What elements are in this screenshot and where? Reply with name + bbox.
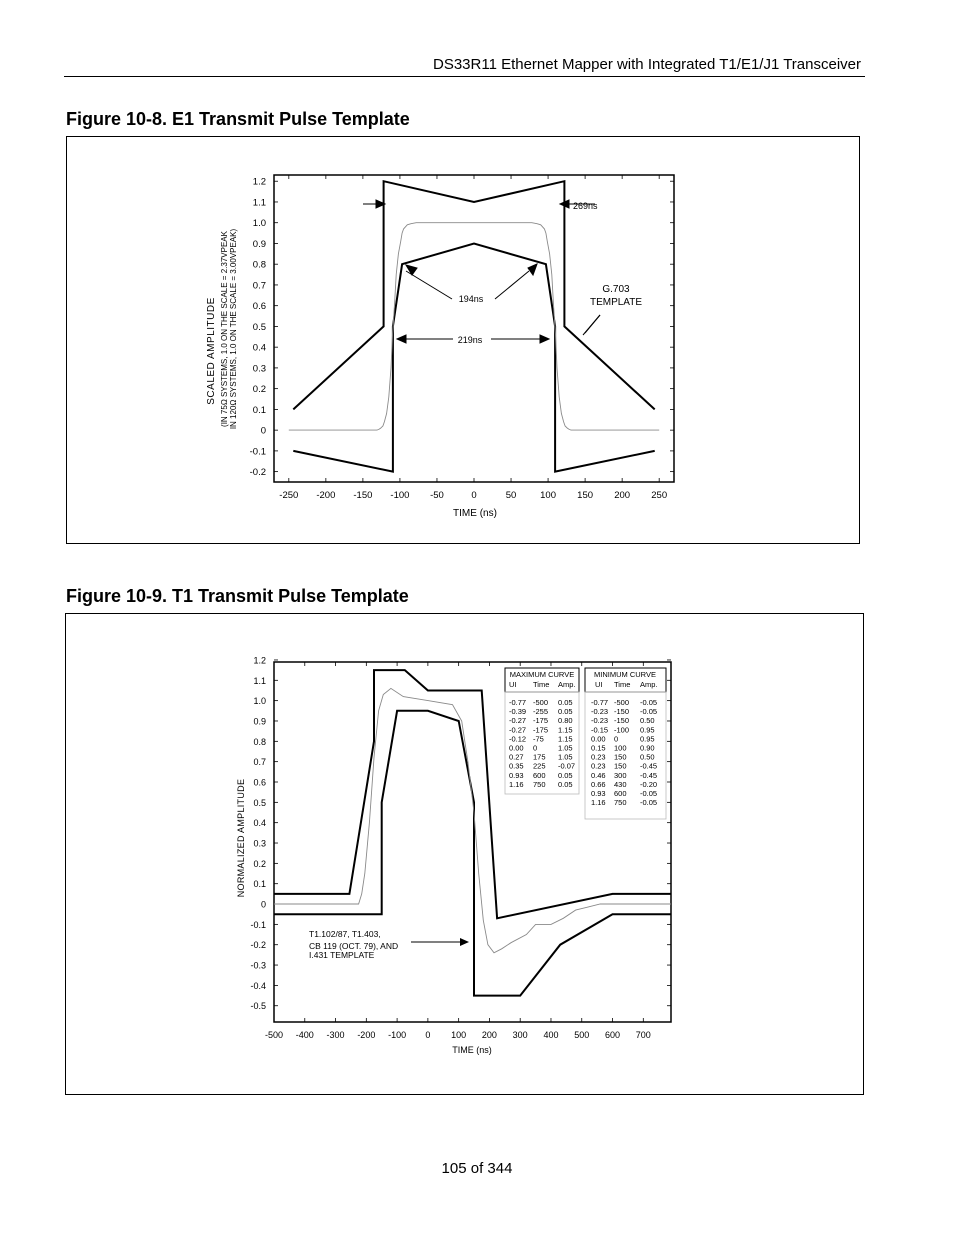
table-cell: 0.15 [591,743,606,753]
t1-max-table-header-ui: UI [509,680,517,689]
table-cell: 300 [614,770,627,780]
page-header-title: DS33R11 Ethernet Mapper with Integrated T1/E1/J1 Transceiver [432,56,861,73]
e1-x-axis-label: TIME (ns) [453,508,497,519]
c1-x-tick-label: -200 [316,490,336,501]
e1-269ns-label: 269ns [573,201,598,211]
table-cell: -175 [533,725,549,735]
table-cell: -500 [614,698,630,707]
table-cell: 1.16 [509,779,524,789]
table-cell: -0.39 [509,707,527,717]
t1-max-curve-table [505,668,579,794]
c1-x-tick-label: 0 [471,490,477,501]
table-cell: 0.05 [558,707,573,717]
table-cell: 1.16 [591,798,606,808]
c2-x-tick-label: -400 [295,1030,314,1040]
table-cell: 0.23 [591,752,606,762]
c1-x-tick-label: 100 [540,490,557,501]
table-cell: -0.05 [640,789,658,798]
e1-y-axis-label: SCALED AMPLITUDE [206,297,217,405]
c2-x-tick-label: -500 [264,1030,284,1040]
table-cell: -0.45 [640,770,658,780]
e1-194-left-arrow [406,271,452,299]
table-cell: 0 [533,743,538,753]
c2-y-tick-label: 0 [260,899,266,910]
c2-nominal-pulse-line [274,688,671,952]
c2-x-tick-label: 300 [512,1030,528,1040]
c1-nominal-pulse-line [289,223,659,430]
table-cell: 0 [614,734,619,744]
c1-x-tick-label: 250 [651,490,668,501]
c1-x-tick-label: 50 [505,490,517,501]
c2-y-tick-label: -0.4 [250,980,266,991]
c1-x-tick-label: 200 [614,490,631,501]
c1-y-tick-label: 0.3 [252,363,266,375]
e1-219-left-arrowhead [397,335,406,343]
c1-y-tick-label: 0.7 [252,280,266,292]
table-cell: 750 [614,798,627,808]
e1-194-right-arrow [495,271,529,299]
table-cell: 0.66 [591,779,606,789]
e1-219ns-label: 219ns [457,335,483,345]
c2-y-tick-label: 0.8 [253,736,266,747]
c1-y-tick-label: 0.8 [252,259,266,271]
c1-y-tick-label: 0.1 [252,404,266,416]
table-cell: 175 [533,752,546,762]
table-cell: -0.45 [640,761,658,771]
table-cell: -0.20 [640,779,658,789]
table-cell: -0.23 [591,716,609,726]
c1-y-tick-label: 0.4 [252,342,266,354]
table-cell: 0.95 [640,734,655,744]
table-cell: -0.23 [591,707,609,717]
c1-y-tick-label: 0.6 [252,301,266,313]
c1-x-tick-label: -100 [390,490,410,501]
c2-x-tick-label: 600 [605,1030,621,1040]
table-cell: 100 [614,743,627,753]
table-cell: -175 [533,716,549,726]
table-cell: 0.00 [591,734,606,744]
c1-y-tick-label: 1.1 [252,197,266,209]
table-cell: -0.77 [591,698,609,707]
table-cell: 150 [614,761,627,771]
c2-y-tick-label: 0.7 [253,757,266,768]
table-cell: -0.27 [509,716,527,726]
e1-template-label: TEMPLATE [589,297,643,308]
c2-y-tick-label: -0.1 [250,919,266,930]
table-cell: 1.05 [558,743,573,753]
c1-y-tick-label: 1.2 [252,176,266,188]
c1-y-tick-label: -0.2 [249,467,266,479]
t1-x-axis-label: TIME (ns) [452,1045,492,1055]
t1-template-label-line3: I.431 TEMPLATE [309,950,375,960]
c2-y-tick-label: 0.1 [253,879,266,890]
c2-y-tick-label: 0.3 [253,838,266,849]
table-cell: 0.05 [558,770,573,780]
c2-x-tick-label: -300 [326,1030,345,1040]
table-cell: 0.00 [509,743,524,753]
t1-template-pointer-arrowhead [460,938,469,946]
t1-y-axis-label: NORMALIZED AMPLITUDE [236,778,246,898]
c2-y-tick-label: -0.2 [250,940,266,951]
table-cell: 0.05 [558,779,573,789]
e1-plot-frame [274,175,674,482]
e1-pulse-template-chart [67,137,859,543]
t1-min-curve-table [585,668,666,819]
c2-x-tick-label: -200 [357,1030,376,1040]
table-cell: -500 [533,698,549,707]
c1-y-tick-label: 0.9 [252,238,266,250]
figure-10-9-box [65,613,864,1095]
c2-y-tick-label: 0.5 [253,797,266,808]
c1-x-tick-label: -150 [353,490,373,501]
table-cell: 750 [533,779,546,789]
table-cell: 225 [533,761,546,771]
table-cell: -100 [614,725,630,735]
table-cell: -0.15 [591,725,609,735]
table-cell: 0.05 [558,698,573,707]
table-cell: -255 [533,707,549,717]
c2-y-tick-label: 1.0 [253,696,266,707]
c2-y-tick-label: -0.3 [250,960,266,971]
e1-194-right-arrowhead [528,264,537,275]
c1-lower-mask-line [293,244,654,472]
c2-x-tick-label: 400 [543,1030,559,1040]
c2-y-tick-label: 0.6 [253,777,266,788]
table-cell: 0.50 [640,752,655,762]
t1-min-table-header-amp: Amp. [640,680,658,689]
t1-template-label-line1: T1.102/87, T1.403, [309,929,381,939]
t1-pulse-template-chart [66,614,863,1094]
c1-y-tick-label: 1.0 [252,218,266,230]
c2-y-tick-label: 0.9 [253,716,266,727]
table-cell: 0.95 [640,725,655,735]
c2-x-tick-label: 0 [425,1030,431,1040]
table-cell: -0.05 [640,698,658,707]
e1-y-axis-note-120ohm: IN 120Ω SYSTEMS, 1.0 ON THE SCALE = 3.00VPEAK) [229,228,238,430]
table-cell: 1.15 [558,725,573,735]
table-cell: -0.05 [640,707,658,717]
figure-10-9-caption: Figure 10-9. T1 Transmit Pulse Template [66,586,409,606]
t1-min-table-header-ui: UI [595,680,603,689]
table-cell: 1.05 [558,752,573,762]
c1-x-tick-label: 150 [577,490,594,501]
c2-y-tick-label: 0.2 [253,858,266,869]
figure-10-8-caption: Figure 10-8. E1 Transmit Pulse Template [66,109,410,129]
t1-max-table-header-time: Time [533,680,550,689]
c1-y-tick-label: 0.2 [252,384,266,396]
c2-y-tick-label: -0.5 [250,1001,266,1012]
c1-y-tick-label: 0 [260,425,266,437]
c2-x-tick-label: 500 [574,1030,590,1040]
e1-194-left-arrowhead [406,265,417,275]
t1-max-table-header-amp: Amp. [558,680,576,689]
e1-219-right-arrowhead [540,335,549,343]
t1-min-table-title: MINIMUM CURVE [594,670,656,679]
c1-y-tick-label: -0.1 [249,446,266,458]
table-cell: -0.27 [509,725,527,735]
figure-10-8-box [66,136,860,544]
table-cell: 430 [614,779,627,789]
table-cell: 1.15 [558,734,573,744]
t1-plot-frame [274,662,671,1022]
e1-g703-pointer-line [583,315,600,335]
t1-template-label-line2: CB 119 (OCT. 79), AND [309,941,399,951]
page-number: 105 of 344 [441,1160,513,1177]
table-cell: 0.46 [591,770,606,780]
e1-y-axis-note-75ohm: (IN 75Ω SYSTEMS, 1.0 ON THE SCALE = 2.37VPEAK [220,231,229,427]
e1-194ns-label: 194ns [458,294,484,304]
table-cell: 0.35 [509,761,524,771]
c2-y-tick-label: 0.4 [253,818,266,829]
c1-y-tick-label: 0.5 [252,321,266,333]
table-cell: 0.93 [591,789,606,798]
table-cell: -0.77 [509,698,527,707]
c2-x-tick-label: 200 [481,1030,497,1040]
table-cell: 600 [614,789,627,798]
c2-x-tick-label: 100 [451,1030,467,1040]
table-cell: 0.93 [509,770,524,780]
table-cell: -0.07 [558,761,576,771]
table-cell: -150 [614,707,630,717]
c1-x-tick-label: -50 [430,490,444,501]
t1-max-table-title: MAXIMUM CURVE [509,670,575,679]
table-cell: 0.50 [640,716,655,726]
header-rule [64,76,865,77]
table-cell: 0.27 [509,752,524,762]
table-cell: 0.23 [591,761,606,771]
c2-y-tick-label: 1.1 [253,675,266,686]
table-cell: 0.90 [640,743,655,753]
t1-min-table-header-time: Time [614,680,631,689]
c2-x-tick-label: -100 [388,1030,407,1040]
table-cell: -0.05 [640,798,658,808]
e1-g703-label: G.703 [602,284,630,295]
table-cell: 0.80 [558,716,573,726]
table-cell: -75 [533,734,544,744]
table-cell: 150 [614,752,627,762]
table-cell: 600 [533,770,546,780]
c1-x-tick-label: -250 [279,490,299,501]
c2-y-tick-label: 1.2 [253,655,266,666]
c2-x-tick-label: 700 [635,1030,651,1040]
table-cell: -150 [614,716,630,726]
table-cell: -0.12 [509,734,527,744]
